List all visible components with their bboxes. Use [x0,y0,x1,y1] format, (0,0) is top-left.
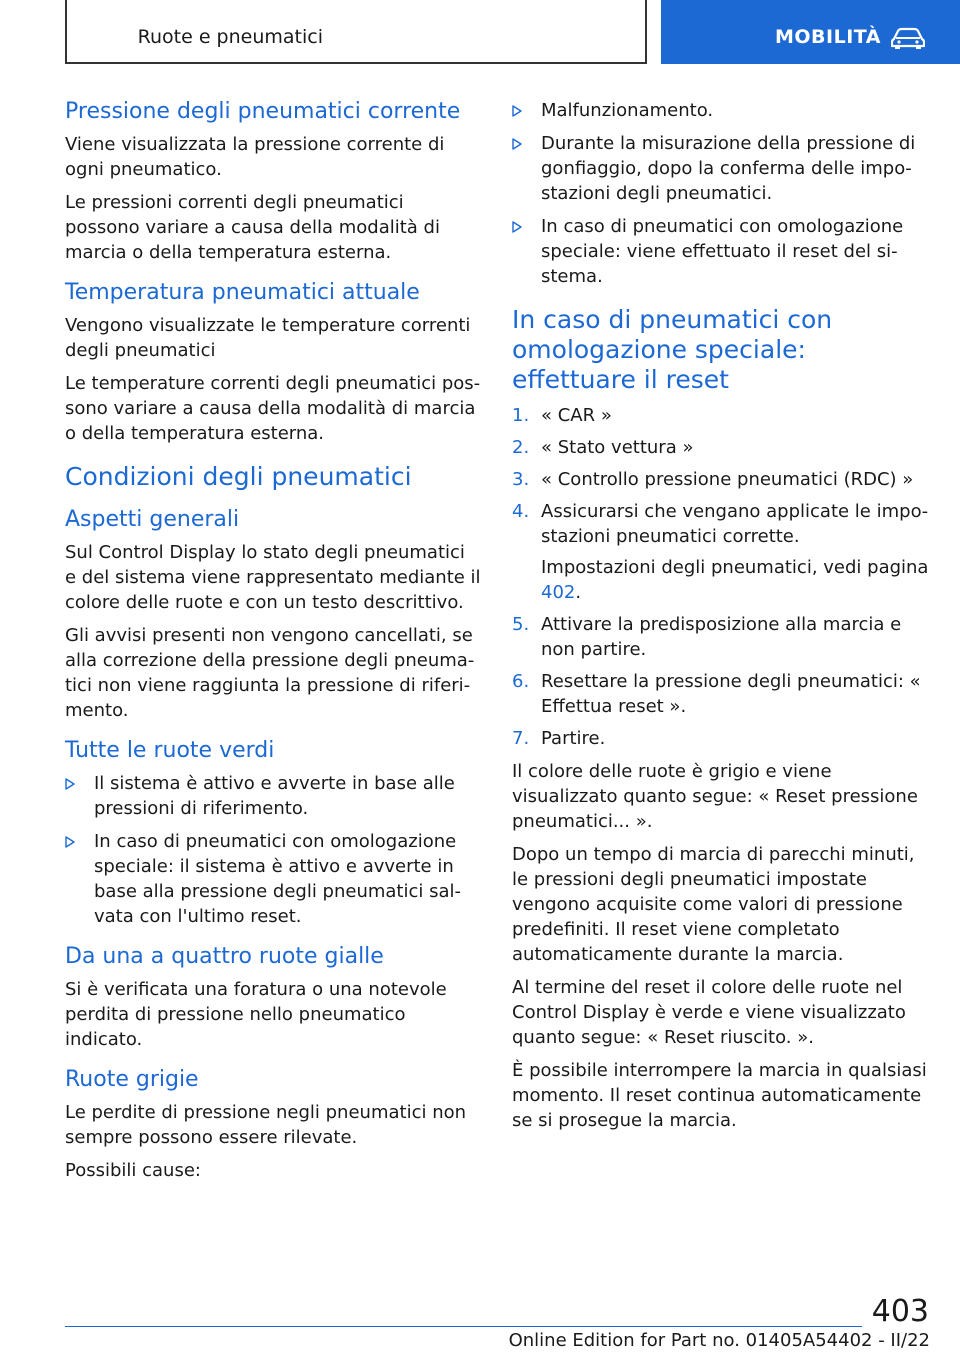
heading-tyre-conditions: Condizioni degli pneumatici [65,462,412,491]
heading-general-aspects: Aspetti generali [65,507,240,532]
paragraph: Possibili cause: [65,1160,201,1181]
list-item [65,771,481,821]
step-number: 7. [512,728,530,749]
list-item-text: In caso di pneumatici con omologazione speciale: il sistema è attivo e avverte in base alla pressione degli pneumatici salvata con l'ultimo reset. [94,831,462,927]
header-section-box [65,0,647,64]
paragraph: Il colore delle ruote è grigio e viene visualizzato quanto segue: « Reset pressione pneumatici... ». [512,761,918,832]
heading-current-pressure: Pressione degli pneumatici corrente [65,99,461,124]
heading-yellow-wheels: Da una a quattro ruote gialle [65,944,384,969]
heading-grey-wheels: Ruote grigie [65,1067,199,1092]
step-item [512,669,930,719]
paragraph: Al termine del reset il colore delle ruote nel Control Display è verde e viene visualizzato quanto segue: « Reset riuscito. ». [512,977,906,1048]
step-item [512,403,930,428]
step-text: « Stato vettura » [541,437,694,458]
footer-divider [65,1326,862,1327]
paragraph: Le temperature correnti degli pneumatici possono variare a causa della modalità di marcia o della temperatura esterna. [65,373,481,444]
step-text: Attivare la predisposizione alla marcia e non partire. [541,614,902,660]
heading-reset-procedure: In caso di pneumatici con omologazione speciale: effettuare il reset [512,305,833,394]
causes-list [512,98,930,289]
triangle-bullet-icon [65,778,75,790]
step-item [512,435,930,460]
triangle-bullet-icon [512,105,522,117]
list-item-text: Malfunzionamento. [541,100,714,121]
list-item-text: Durante la misurazione della pressione di gonfiaggio, dopo la conferma delle impostazioni degli pneumatici. [541,133,916,204]
paragraph: Dopo un tempo di marcia di parecchi minuti, le pressioni degli pneumatici impostate vengono acquisite come valori di pressione predefiniti. Il reset viene completato automaticamente durante la marcia. [512,844,915,965]
page-number: 403 [871,1294,929,1329]
step-number: 5. [512,614,530,635]
reset-steps [512,403,930,751]
footer-edition: Online Edition for Part no. 01405A54402 - II/22 [508,1330,930,1351]
step-number: 6. [512,671,530,692]
paragraph: Viene visualizzata la pressione corrente di ogni pneumatico. [65,134,445,180]
paragraph: Sul Control Display lo stato degli pneumatici e del sistema viene rappresentato mediante il colore delle ruote e con un testo descrittivo. [65,542,481,613]
step-item [512,612,930,662]
step-number: 4. [512,501,530,522]
paragraph: È possibile interrompere la marcia in qualsiasi momento. Il reset continua automaticamente se si prosegue la marcia. [512,1060,927,1131]
step-item [512,499,930,605]
left-column [65,98,481,1191]
chapter-label: MOBILITÀ [775,26,881,48]
section-title: Ruote e pneumatici [137,26,323,48]
paragraph: Le pressioni correnti degli pneumatici possono variare a causa della modalità di marcia o della temperatura esterna. [65,192,440,263]
list-item [65,829,481,929]
step-item [512,726,930,751]
step-number: 3. [512,469,530,490]
heading-all-green: Tutte le ruote verdi [65,738,275,763]
sub-paragraph-end: . [575,582,582,603]
heading-current-temperature: Temperatura pneumatici attuale [65,280,420,305]
list-item-text: Il sistema è attivo e avverte in base alle pressioni di riferimento. [94,773,455,819]
paragraph: Si è verificata una foratura o una notevole perdita di pressione nello pneumatico indicato. [65,979,447,1050]
paragraph: Vengono visualizzate le temperature correnti degli pneumatici [65,315,471,361]
green-list [65,771,481,929]
triangle-bullet-icon [65,836,75,848]
step-item [512,467,930,492]
step-text: « CAR » [541,405,612,426]
step-number: 2. [512,437,530,458]
list-item [512,131,930,206]
page-reference-link[interactable]: 402 [541,582,576,603]
triangle-bullet-icon [512,138,522,150]
list-item-text: In caso di pneumatici con omologazione speciale: viene effettuato il reset del sistema. [541,216,904,287]
step-text: Resettare la pressione degli pneumatici: « Effettua reset ». [541,671,921,717]
chapter-tab[interactable] [661,0,960,64]
list-item [512,98,930,123]
right-column [512,98,930,1141]
sub-paragraph-text: Impostazioni degli pneumatici, vedi pagina [541,557,929,578]
paragraph: Gli avvisi presenti non vengono cancellati, se alla correzione della pressione degli pneumatici non viene raggiunta la pressione di riferimento. [65,625,475,721]
car-icon [891,26,925,50]
step-text: « Controllo pressione pneumatici (RDC) » [541,469,914,490]
step-text: Partire. [541,728,606,749]
step-number: 1. [512,405,530,426]
paragraph: Le perdite di pressione negli pneumatici non sempre possono essere rilevate. [65,1102,467,1148]
list-item [512,214,930,289]
step-sub-paragraph [541,555,930,605]
triangle-bullet-icon [512,221,522,233]
step-text: Assicurarsi che vengano applicate le impostazioni pneumatici corrette. [541,501,929,547]
